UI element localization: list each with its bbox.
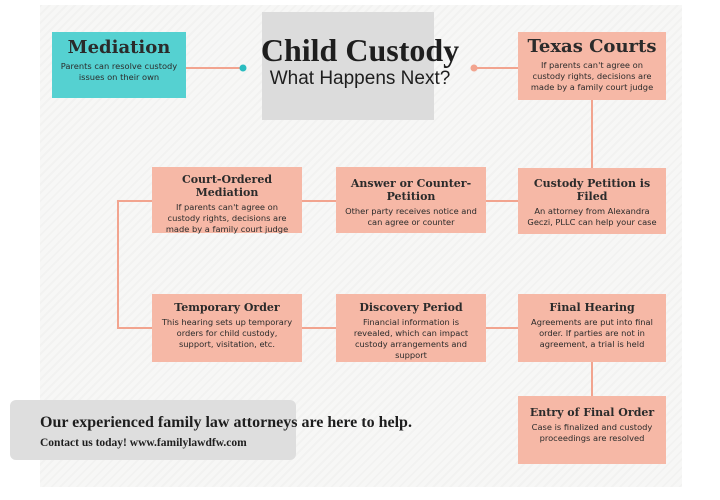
- node-custody-petition-desc: An attorney from Alexandra Geczi, PLLC can help your case: [527, 206, 657, 227]
- node-final-hearing: [518, 294, 666, 362]
- node-final-hearing-desc: Agreements are put into final order. If parties are not in agreement, a trial is held: [531, 317, 653, 349]
- connector-cmediation-temporary: [118, 201, 152, 328]
- cta-contact: Contact us today! www.familylawdfw.com: [40, 437, 247, 449]
- node-discovery-period-desc: Financial information is revealed, which can impact custody arrangements and support: [353, 317, 469, 360]
- node-texas-courts-desc: If parents can't agree on custody rights, decisions are made by a family court judge: [530, 60, 654, 92]
- node-discovery-period-title: Discovery Period: [359, 301, 463, 314]
- node-answer-counter-petition-title: Answer or Counter-Petition: [350, 177, 472, 203]
- node-custody-petition-title: Custody Petition is Filed: [533, 177, 651, 203]
- diagram-subtitle: What Happens Next?: [269, 68, 451, 89]
- node-final-hearing-title: Final Hearing: [549, 301, 635, 314]
- node-court-ordered-mediation-desc: If parents can't agree on custody rights, decisions are made by a family court judge: [165, 202, 289, 234]
- node-discovery-period: [336, 294, 486, 362]
- node-court-ordered-mediation: [152, 167, 302, 233]
- node-temporary-order: [152, 294, 302, 362]
- node-temporary-order-desc: This hearing sets up temporary orders for child custody, support, visitation, etc.: [161, 317, 293, 349]
- node-texas-courts: [518, 32, 666, 100]
- node-entry-final-order-title: Entry of Final Order: [529, 406, 655, 419]
- node-answer-counter-petition-desc: Other party receives notice and can agree or counter: [345, 206, 477, 227]
- node-answer-counter-petition: [336, 167, 486, 233]
- node-entry-final-order-desc: Case is finalized and custody proceedings are resolved: [531, 422, 653, 443]
- node-mediation-desc: Parents can resolve custody issues on their own: [60, 61, 178, 82]
- node-texas-courts-title: Texas Courts: [527, 36, 657, 57]
- cta-headline: Our experienced family law attorneys are here to help.: [40, 414, 412, 431]
- node-entry-final-order: [518, 396, 666, 464]
- node-custody-petition: [518, 168, 666, 234]
- node-mediation: [52, 32, 186, 98]
- node-court-ordered-mediation-title: Court-Ordered Mediation: [181, 173, 273, 199]
- diagram-title: Child Custody: [260, 32, 460, 68]
- node-temporary-order-title: Temporary Order: [174, 301, 280, 314]
- node-mediation-title: Mediation: [67, 37, 171, 58]
